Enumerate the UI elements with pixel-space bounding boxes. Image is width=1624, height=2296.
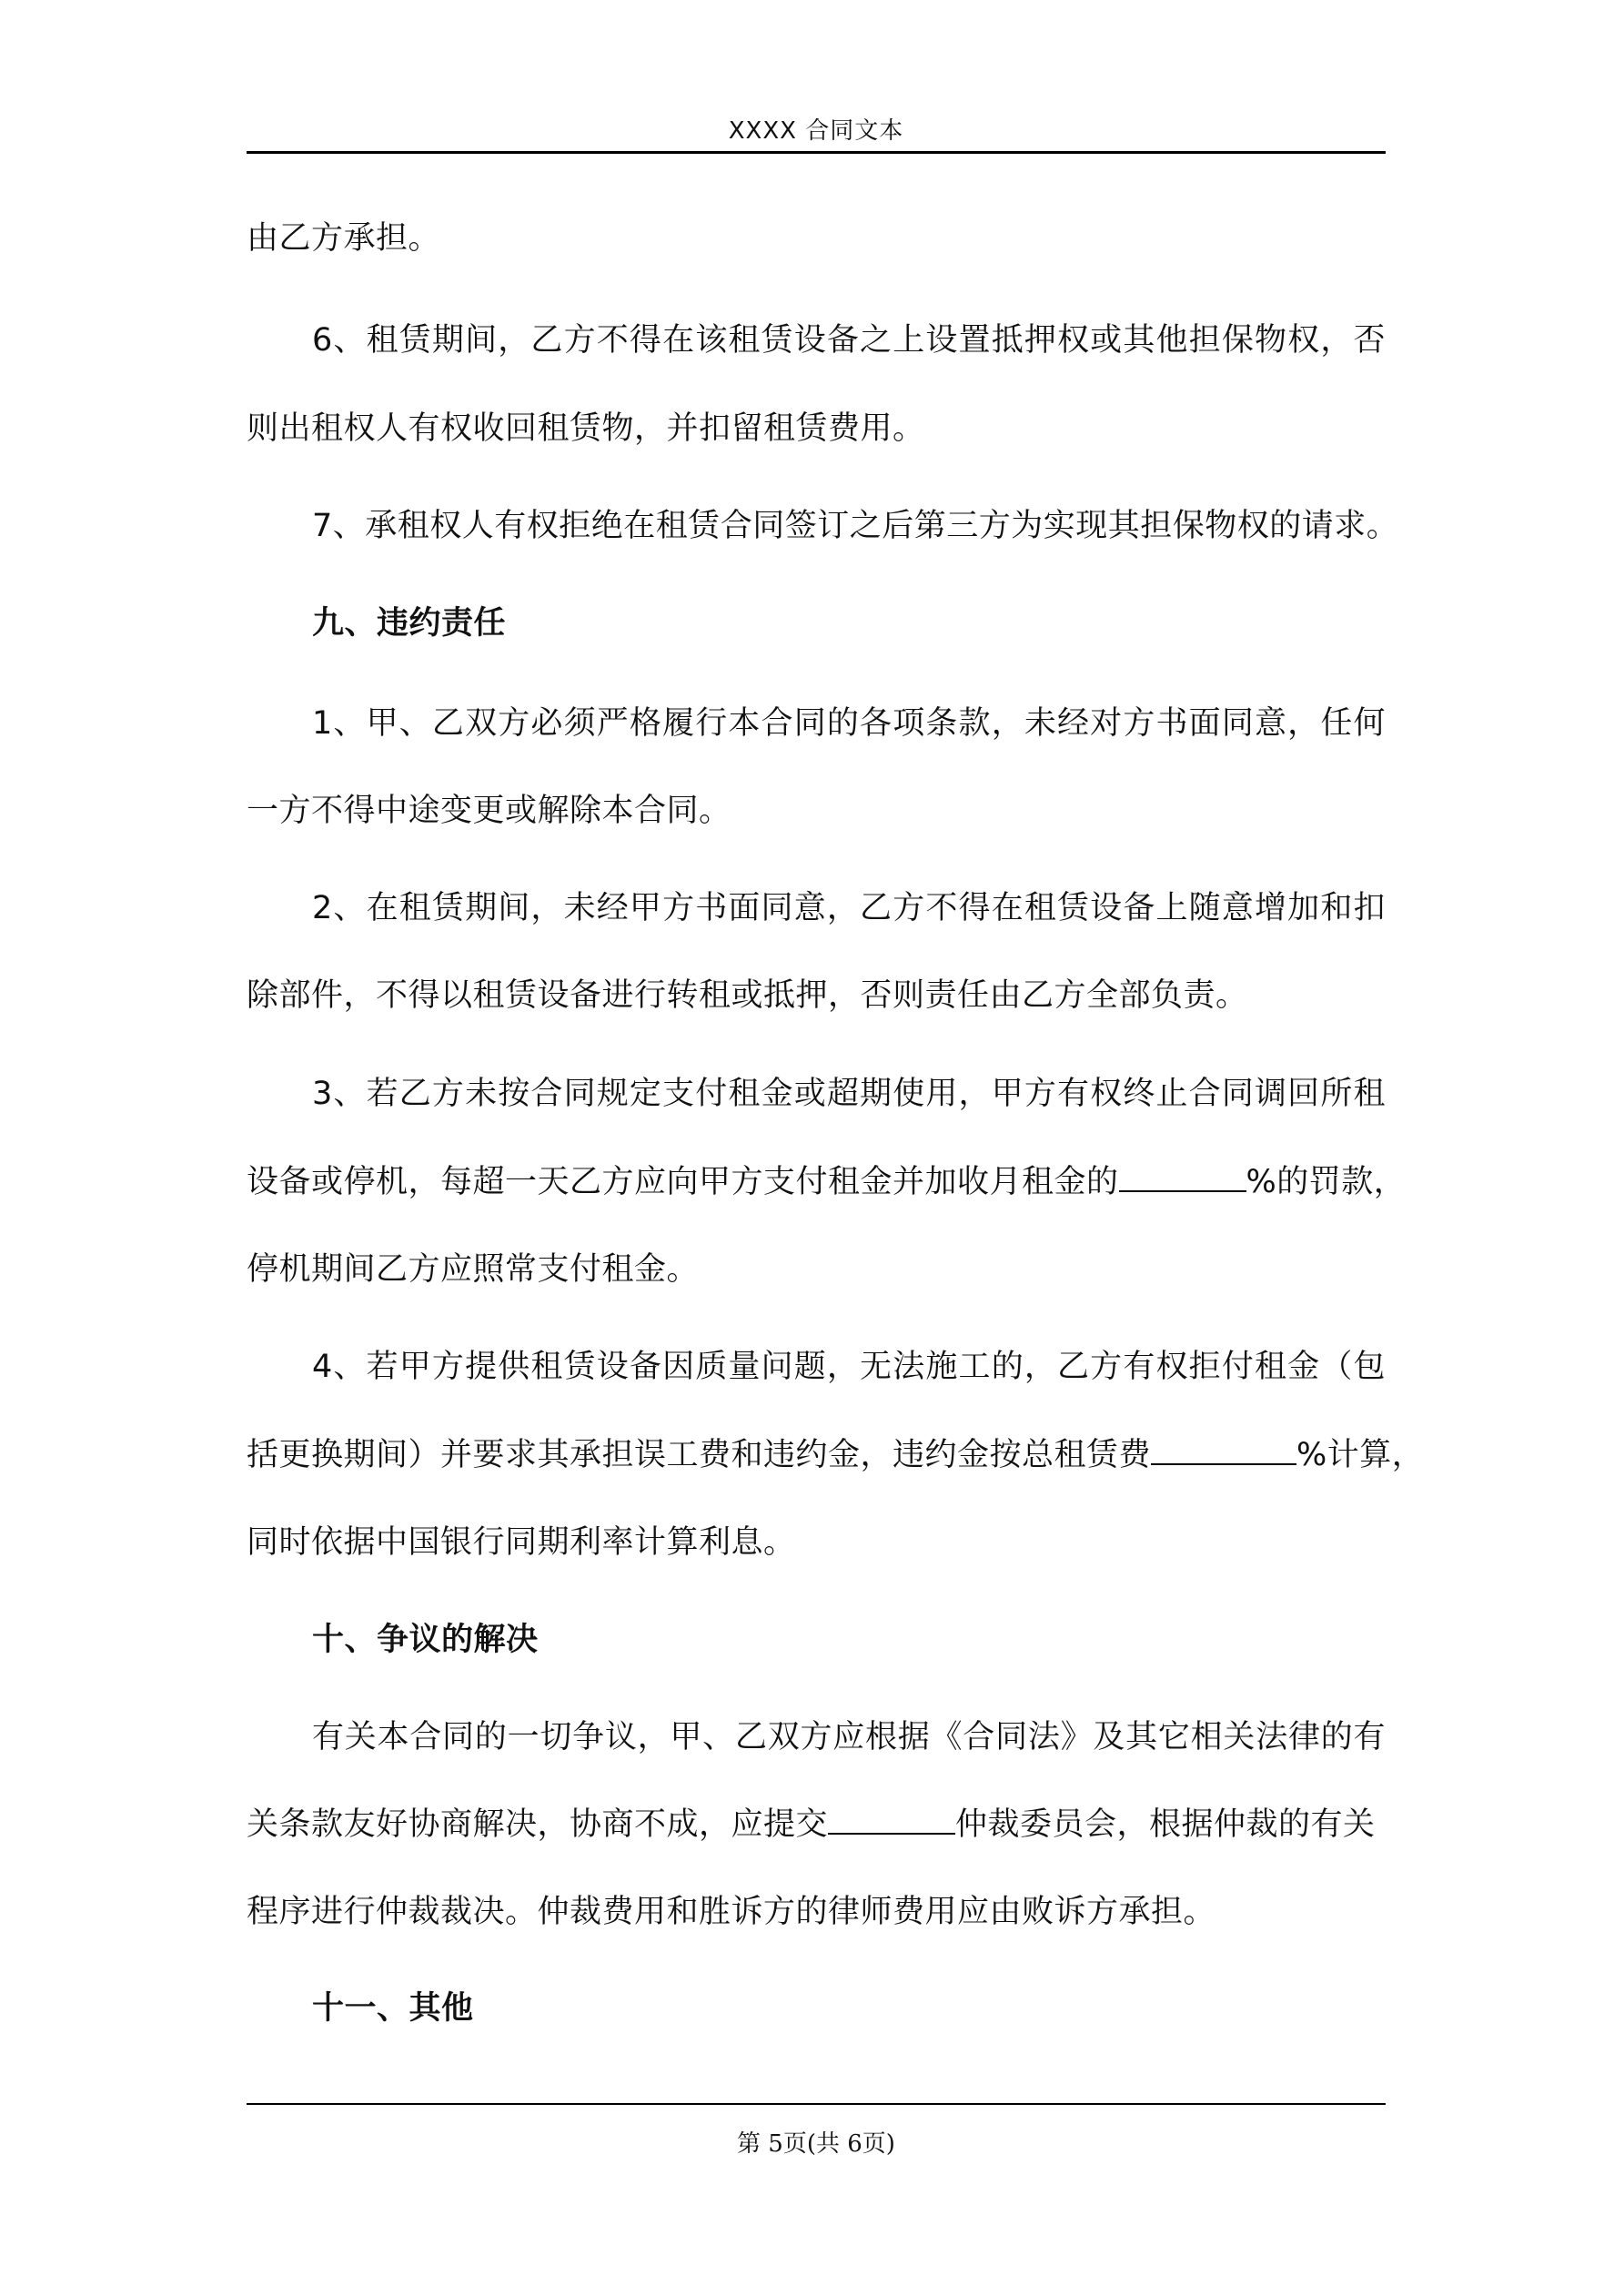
text-line — [247, 1162, 1407, 1202]
text-line: 停机期间乙方应照常支付租金。 — [247, 1251, 700, 1288]
text-line: 则出租权人有权收回租赁物，并扣留租赁费用。 — [247, 410, 925, 447]
header-title: XXXX 合同文本 — [728, 117, 904, 145]
text-line: 程序进行仲裁裁决。仲裁费用和胜诉方的律师费用应由败诉方承担。 — [247, 1894, 1216, 1930]
fill-in-blank[interactable] — [1119, 1163, 1246, 1192]
text-line — [247, 1435, 1425, 1475]
fill-in-blank[interactable] — [828, 1805, 955, 1835]
text-line: 除部件，不得以租赁设备进行转租或抵押，否则责任由乙方全部负责。 — [247, 977, 1248, 1014]
text-line: 3、若乙方未按合同规定支付租金或超期使用，甲方有权终止合同调回所租 — [312, 1076, 1386, 1112]
text-segment: 仲裁委员会，根据仲裁的有关 — [955, 1806, 1376, 1843]
footer-rule — [247, 2103, 1386, 2105]
section-heading-9: 九、违约责任 — [312, 605, 507, 642]
text-line: 2、在租赁期间，未经甲方书面同意，乙方不得在租赁设备上随意增加和扣 — [312, 890, 1386, 926]
fill-in-blank[interactable] — [1151, 1436, 1296, 1465]
text-line: 4、若甲方提供租赁设备因质量问题，无法施工的，乙方有权拒付租金（包 — [312, 1349, 1386, 1385]
section-heading-10: 十、争议的解决 — [312, 1622, 539, 1658]
header-rule — [247, 151, 1386, 154]
text-segment: %计算， — [1296, 1437, 1425, 1473]
text-segment: 设备或停机，每超一天乙方应向甲方支付租金并加收月租金的 — [247, 1164, 1119, 1200]
text-segment: 括更换期间）并要求其承担误工费和违约金，违约金按总租赁费 — [247, 1437, 1152, 1473]
text-line: 一方不得中途变更或解除本合同。 — [247, 793, 731, 829]
text-line: 有关本合同的一切争议，甲、乙双方应根据《合同法》及其它相关法律的有 — [312, 1719, 1386, 1755]
text-line — [247, 1805, 1386, 1845]
section-heading-11: 十一、其他 — [312, 1990, 474, 2027]
text-line: 6、租赁期间，乙方不得在该租赁设备之上设置抵押权或其他担保物权，否 — [312, 322, 1386, 359]
page-number: 第 5页(共 6页) — [737, 2130, 895, 2158]
text-line: 7、承租权人有权拒绝在租赁合同签订之后第三方为实现其担保物权的请求。 — [312, 508, 1399, 544]
text-line: 1、甲、乙双方必须严格履行本合同的各项条款，未经对方书面同意，任何 — [312, 705, 1386, 742]
text-line: 由乙方承担。 — [247, 220, 441, 257]
text-line: 同时依据中国银行同期利率计算利息。 — [247, 1524, 796, 1561]
text-segment: 关条款友好协商解决，协商不成，应提交 — [247, 1806, 829, 1843]
text-segment: %的罚款， — [1246, 1164, 1407, 1200]
